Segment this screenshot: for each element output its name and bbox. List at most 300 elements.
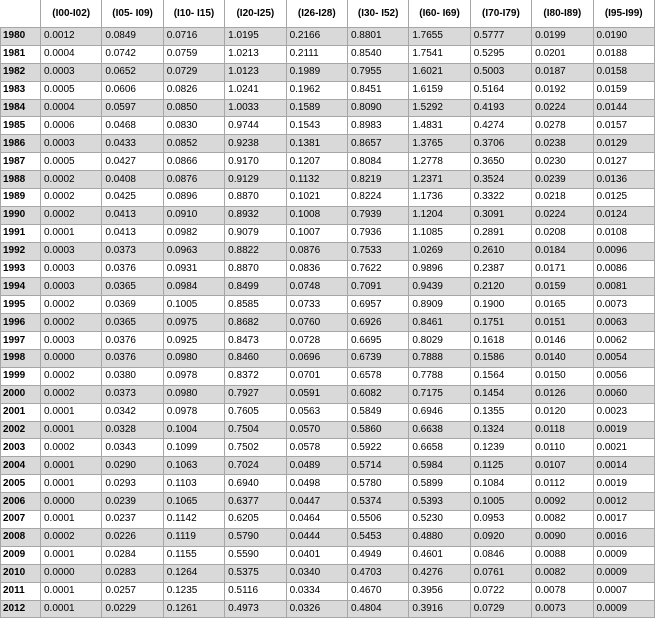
table-cell: 0.4949 [347, 546, 408, 564]
table-cell: 0.7927 [225, 385, 286, 403]
table-cell: 0.1989 [286, 63, 347, 81]
table-cell: 0.0876 [163, 171, 224, 189]
table-row [1, 296, 655, 314]
table-cell: 0.5790 [225, 528, 286, 546]
table-cell: 0.1355 [470, 403, 531, 421]
table-cell: 1.7541 [409, 45, 470, 63]
table-row [1, 171, 655, 189]
row-year-label: 1992 [1, 242, 41, 260]
table-cell: 0.8084 [347, 153, 408, 171]
table-cell: 0.0293 [102, 475, 163, 493]
table-cell: 0.0188 [593, 45, 654, 63]
table-cell: 0.5714 [347, 457, 408, 475]
table-cell: 0.0606 [102, 81, 163, 99]
table-cell: 0.0343 [102, 439, 163, 457]
table-cell: 0.8451 [347, 81, 408, 99]
table-cell: 1.2371 [409, 171, 470, 189]
row-year-label: 1989 [1, 189, 41, 207]
table-cell: 0.0002 [41, 385, 102, 403]
table-cell: 0.9170 [225, 153, 286, 171]
table-cell: 0.0748 [286, 278, 347, 296]
row-year-label: 1985 [1, 117, 41, 135]
table-row [1, 475, 655, 493]
table-cell: 0.8090 [347, 99, 408, 117]
table-cell: 0.0238 [532, 135, 593, 153]
row-year-label: 2011 [1, 582, 41, 600]
table-cell: 0.0978 [163, 403, 224, 421]
table-cell: 0.0728 [286, 332, 347, 350]
table-cell: 0.0063 [593, 314, 654, 332]
table-cell: 0.0001 [41, 511, 102, 529]
table-cell: 0.0283 [102, 564, 163, 582]
table-cell: 1.0213 [225, 45, 286, 63]
table-cell: 0.0230 [532, 153, 593, 171]
table-cell: 0.7533 [347, 242, 408, 260]
table-cell: 0.1007 [286, 224, 347, 242]
table-cell: 0.7939 [347, 206, 408, 224]
header-row [1, 0, 655, 28]
table-cell: 0.5860 [347, 421, 408, 439]
table-cell: 0.0062 [593, 332, 654, 350]
table-cell: 0.0140 [532, 350, 593, 368]
table-cell: 0.0849 [102, 28, 163, 46]
table-cell: 0.0328 [102, 421, 163, 439]
table-cell: 0.8983 [347, 117, 408, 135]
table-cell: 0.0489 [286, 457, 347, 475]
table-cell: 0.0002 [41, 314, 102, 332]
table-cell: 0.0342 [102, 403, 163, 421]
table-cell: 0.0001 [41, 582, 102, 600]
table-cell: 0.0408 [102, 171, 163, 189]
table-cell: 0.4880 [409, 528, 470, 546]
table-cell: 0.0016 [593, 528, 654, 546]
table-cell: 0.6658 [409, 439, 470, 457]
table-cell: 0.5590 [225, 546, 286, 564]
table-cell: 0.0082 [532, 511, 593, 529]
table-row [1, 403, 655, 421]
table-cell: 0.1119 [163, 528, 224, 546]
table-cell: 0.0464 [286, 511, 347, 529]
table-cell: 0.8224 [347, 189, 408, 207]
table-cell: 0.0002 [41, 206, 102, 224]
table-cell: 0.0002 [41, 439, 102, 457]
table-cell: 0.0086 [593, 260, 654, 278]
table-cell: 0.0850 [163, 99, 224, 117]
table-cell: 0.0380 [102, 367, 163, 385]
row-year-label: 2002 [1, 421, 41, 439]
table-cell: 0.0984 [163, 278, 224, 296]
table-cell: 0.1207 [286, 153, 347, 171]
table-cell: 0.1261 [163, 600, 224, 618]
table-cell: 0.0340 [286, 564, 347, 582]
table-cell: 0.0224 [532, 206, 593, 224]
table-cell: 0.0017 [593, 511, 654, 529]
table-cell: 0.5922 [347, 439, 408, 457]
table-cell: 0.8801 [347, 28, 408, 46]
table-cell: 0.0896 [163, 189, 224, 207]
table-cell: 0.0376 [102, 350, 163, 368]
table-cell: 0.9744 [225, 117, 286, 135]
table-cell: 0.0729 [470, 600, 531, 618]
table-row [1, 546, 655, 564]
table-row [1, 332, 655, 350]
table-cell: 0.0012 [593, 493, 654, 511]
table-row [1, 224, 655, 242]
table-row [1, 153, 655, 171]
table-cell: 0.1142 [163, 511, 224, 529]
table-cell: 0.0866 [163, 153, 224, 171]
table-cell: 1.3765 [409, 135, 470, 153]
table-cell: 0.0129 [593, 135, 654, 153]
table-cell: 0.0759 [163, 45, 224, 63]
table-cell: 0.0373 [102, 242, 163, 260]
table-cell: 0.0151 [532, 314, 593, 332]
table-cell: 0.0836 [286, 260, 347, 278]
table-cell: 0.0073 [532, 600, 593, 618]
table-cell: 0.5849 [347, 403, 408, 421]
table-cell: 0.1264 [163, 564, 224, 582]
table-cell: 0.0054 [593, 350, 654, 368]
table-cell: 0.1099 [163, 439, 224, 457]
table-cell: 0.1324 [470, 421, 531, 439]
table-cell: 0.0009 [593, 546, 654, 564]
table-cell: 0.0376 [102, 260, 163, 278]
column-header: (I30- I52) [347, 0, 408, 28]
table-cell: 1.1204 [409, 206, 470, 224]
table-cell: 0.0002 [41, 171, 102, 189]
table-cell: 0.0012 [41, 28, 102, 46]
table-cell: 0.5393 [409, 493, 470, 511]
table-cell: 0.1751 [470, 314, 531, 332]
table-cell: 0.0278 [532, 117, 593, 135]
table-row [1, 367, 655, 385]
table-cell: 1.5292 [409, 99, 470, 117]
table-row [1, 350, 655, 368]
table-cell: 0.0001 [41, 224, 102, 242]
table-cell: 0.5374 [347, 493, 408, 511]
table-cell: 0.3650 [470, 153, 531, 171]
table-cell: 0.8499 [225, 278, 286, 296]
table-cell: 0.0120 [532, 403, 593, 421]
row-year-label: 2009 [1, 546, 41, 564]
table-cell: 0.0742 [102, 45, 163, 63]
table-cell: 0.0159 [593, 81, 654, 99]
table-cell: 0.0003 [41, 63, 102, 81]
table-cell: 0.4703 [347, 564, 408, 582]
column-header: (I80-I89) [532, 0, 593, 28]
table-cell: 0.0157 [593, 117, 654, 135]
table-cell: 0.0023 [593, 403, 654, 421]
row-year-label: 2010 [1, 564, 41, 582]
table-row [1, 63, 655, 81]
table-cell: 0.4274 [470, 117, 531, 135]
table-cell: 0.0846 [470, 546, 531, 564]
table-row [1, 600, 655, 618]
table-cell: 0.0171 [532, 260, 593, 278]
table-cell: 0.4276 [409, 564, 470, 582]
table-cell: 0.0931 [163, 260, 224, 278]
table-cell: 0.0229 [102, 600, 163, 618]
table-cell: 0.0652 [102, 63, 163, 81]
table-cell: 0.0003 [41, 260, 102, 278]
table-cell: 0.0092 [532, 493, 593, 511]
table-cell: 0.1454 [470, 385, 531, 403]
table-cell: 0.0001 [41, 475, 102, 493]
table-cell: 0.0019 [593, 421, 654, 439]
table-cell: 0.8870 [225, 260, 286, 278]
table-cell: 0.0090 [532, 528, 593, 546]
table-cell: 0.0001 [41, 546, 102, 564]
table-cell: 0.1125 [470, 457, 531, 475]
table-cell: 0.8473 [225, 332, 286, 350]
table-cell: 0.0427 [102, 153, 163, 171]
row-year-label: 2012 [1, 600, 41, 618]
table-cell: 0.0447 [286, 493, 347, 511]
table-row [1, 242, 655, 260]
table-cell: 0.3322 [470, 189, 531, 207]
row-year-label: 1981 [1, 45, 41, 63]
table-cell: 0.0369 [102, 296, 163, 314]
table-cell: 0.2891 [470, 224, 531, 242]
table-row [1, 28, 655, 46]
table-cell: 0.1084 [470, 475, 531, 493]
table-cell: 0.0980 [163, 350, 224, 368]
table-cell: 0.1589 [286, 99, 347, 117]
table-cell: 0.0001 [41, 403, 102, 421]
table-cell: 0.0290 [102, 457, 163, 475]
table-cell: 0.0004 [41, 45, 102, 63]
table-row [1, 99, 655, 117]
table-cell: 0.0413 [102, 224, 163, 242]
table-body [1, 28, 655, 618]
table-row [1, 260, 655, 278]
table-cell: 0.0006 [41, 117, 102, 135]
table-cell: 0.0852 [163, 135, 224, 153]
table-cell: 0.0982 [163, 224, 224, 242]
table-cell: 0.0920 [470, 528, 531, 546]
table-cell: 0.7622 [347, 260, 408, 278]
table-cell: 0.1900 [470, 296, 531, 314]
table-cell: 0.7788 [409, 367, 470, 385]
table-cell: 0.5375 [225, 564, 286, 582]
table-cell: 0.8029 [409, 332, 470, 350]
table-cell: 0.1005 [163, 296, 224, 314]
table-cell: 0.0201 [532, 45, 593, 63]
table-cell: 0.1005 [470, 493, 531, 511]
table-cell: 0.8219 [347, 171, 408, 189]
row-year-label: 1991 [1, 224, 41, 242]
table-cell: 0.6082 [347, 385, 408, 403]
row-year-label: 1994 [1, 278, 41, 296]
table-cell: 0.0088 [532, 546, 593, 564]
table-cell: 0.6695 [347, 332, 408, 350]
table-cell: 0.0326 [286, 600, 347, 618]
table-cell: 0.0975 [163, 314, 224, 332]
table-cell: 0.0830 [163, 117, 224, 135]
table-row [1, 81, 655, 99]
table-cell: 0.3916 [409, 600, 470, 618]
table-cell: 0.6946 [409, 403, 470, 421]
table-cell: 0.1564 [470, 367, 531, 385]
table-cell: 0.6205 [225, 511, 286, 529]
table-cell: 0.0107 [532, 457, 593, 475]
table-cell: 0.5899 [409, 475, 470, 493]
table-cell: 0.8585 [225, 296, 286, 314]
table-row [1, 45, 655, 63]
table-cell: 0.5295 [470, 45, 531, 63]
table-cell: 0.0159 [532, 278, 593, 296]
table-cell: 0.0021 [593, 439, 654, 457]
table-cell: 1.6159 [409, 81, 470, 99]
table-cell: 1.0123 [225, 63, 286, 81]
table-cell: 0.7955 [347, 63, 408, 81]
table-cell: 0.4973 [225, 600, 286, 618]
table-cell: 0.8657 [347, 135, 408, 153]
table-cell: 0.0953 [470, 511, 531, 529]
table-cell: 0.0257 [102, 582, 163, 600]
row-year-label: 1998 [1, 350, 41, 368]
table-cell: 0.8822 [225, 242, 286, 260]
table-cell: 0.0060 [593, 385, 654, 403]
table-cell: 0.0007 [593, 582, 654, 600]
table-cell: 0.2166 [286, 28, 347, 46]
table-cell: 0.1962 [286, 81, 347, 99]
table-row [1, 189, 655, 207]
table-cell: 0.0729 [163, 63, 224, 81]
column-header: (I60- I69) [409, 0, 470, 28]
table-cell: 0.0184 [532, 242, 593, 260]
table-cell: 0.6739 [347, 350, 408, 368]
row-year-label: 1995 [1, 296, 41, 314]
table-cell: 0.1155 [163, 546, 224, 564]
row-year-label: 1996 [1, 314, 41, 332]
table-cell: 0.0716 [163, 28, 224, 46]
column-header: (I00-I02) [41, 0, 102, 28]
table-cell: 0.0003 [41, 242, 102, 260]
table-cell: 0.0597 [102, 99, 163, 117]
column-header: (I70-I79) [470, 0, 531, 28]
table-cell: 0.0144 [593, 99, 654, 117]
table-cell: 0.0000 [41, 493, 102, 511]
table-cell: 0.8909 [409, 296, 470, 314]
table-cell: 0.7502 [225, 439, 286, 457]
table-cell: 0.5506 [347, 511, 408, 529]
table-row [1, 528, 655, 546]
table-row [1, 117, 655, 135]
table-cell: 0.0701 [286, 367, 347, 385]
table-cell: 0.0570 [286, 421, 347, 439]
table-cell: 0.0208 [532, 224, 593, 242]
table-cell: 0.0413 [102, 206, 163, 224]
table-cell: 0.0118 [532, 421, 593, 439]
table-cell: 0.0005 [41, 153, 102, 171]
table-cell: 0.9896 [409, 260, 470, 278]
table-cell: 0.8460 [225, 350, 286, 368]
table-cell: 0.8540 [347, 45, 408, 63]
table-cell: 0.0239 [102, 493, 163, 511]
table-cell: 0.0192 [532, 81, 593, 99]
table-cell: 0.6926 [347, 314, 408, 332]
table-cell: 0.1008 [286, 206, 347, 224]
table-cell: 0.0224 [532, 99, 593, 117]
row-year-label: 2000 [1, 385, 41, 403]
table-row [1, 385, 655, 403]
table-cell: 0.0199 [532, 28, 593, 46]
table-cell: 0.0760 [286, 314, 347, 332]
row-year-label: 1990 [1, 206, 41, 224]
row-year-label: 1982 [1, 63, 41, 81]
row-year-label: 2001 [1, 403, 41, 421]
table-cell: 0.0401 [286, 546, 347, 564]
table-cell: 1.7655 [409, 28, 470, 46]
table-cell: 0.5116 [225, 582, 286, 600]
table-cell: 0.0150 [532, 367, 593, 385]
table-cell: 0.0425 [102, 189, 163, 207]
table-cell: 0.5453 [347, 528, 408, 546]
row-year-label: 2008 [1, 528, 41, 546]
table-cell: 0.8461 [409, 314, 470, 332]
table-cell: 0.0126 [532, 385, 593, 403]
table-cell: 0.0373 [102, 385, 163, 403]
table-cell: 0.0498 [286, 475, 347, 493]
table-cell: 0.0002 [41, 189, 102, 207]
table-cell: 1.1085 [409, 224, 470, 242]
table-cell: 0.0082 [532, 564, 593, 582]
table-row [1, 314, 655, 332]
table-cell: 0.0925 [163, 332, 224, 350]
table-row [1, 278, 655, 296]
table-cell: 0.0000 [41, 350, 102, 368]
column-header: (I95-I99) [593, 0, 654, 28]
table-cell: 0.5777 [470, 28, 531, 46]
table-cell: 1.2778 [409, 153, 470, 171]
table-cell: 0.0876 [286, 242, 347, 260]
row-year-label: 1999 [1, 367, 41, 385]
table-cell: 0.0365 [102, 314, 163, 332]
table-cell: 0.1239 [470, 439, 531, 457]
table-cell: 0.2120 [470, 278, 531, 296]
table-cell: 0.0003 [41, 332, 102, 350]
row-year-label: 2007 [1, 511, 41, 529]
table-cell: 0.0218 [532, 189, 593, 207]
table-cell: 0.1021 [286, 189, 347, 207]
table-cell: 0.6578 [347, 367, 408, 385]
table-cell: 0.1235 [163, 582, 224, 600]
table-cell: 0.0468 [102, 117, 163, 135]
table-cell: 0.7091 [347, 278, 408, 296]
table-cell: 0.0056 [593, 367, 654, 385]
table-cell: 0.1618 [470, 332, 531, 350]
table-cell: 0.7504 [225, 421, 286, 439]
table-cell: 0.2111 [286, 45, 347, 63]
table-cell: 0.1132 [286, 171, 347, 189]
table-cell: 0.0444 [286, 528, 347, 546]
table-cell: 0.7936 [347, 224, 408, 242]
table-row [1, 493, 655, 511]
table-cell: 0.2387 [470, 260, 531, 278]
table-cell: 0.0112 [532, 475, 593, 493]
table-cell: 0.9129 [225, 171, 286, 189]
table-cell: 0.0978 [163, 367, 224, 385]
table-cell: 0.4804 [347, 600, 408, 618]
table-cell: 0.0187 [532, 63, 593, 81]
table-cell: 0.7175 [409, 385, 470, 403]
table-cell: 0.5230 [409, 511, 470, 529]
table-cell: 0.0237 [102, 511, 163, 529]
row-year-label: 1983 [1, 81, 41, 99]
table-cell: 0.4670 [347, 582, 408, 600]
row-year-label: 2003 [1, 439, 41, 457]
